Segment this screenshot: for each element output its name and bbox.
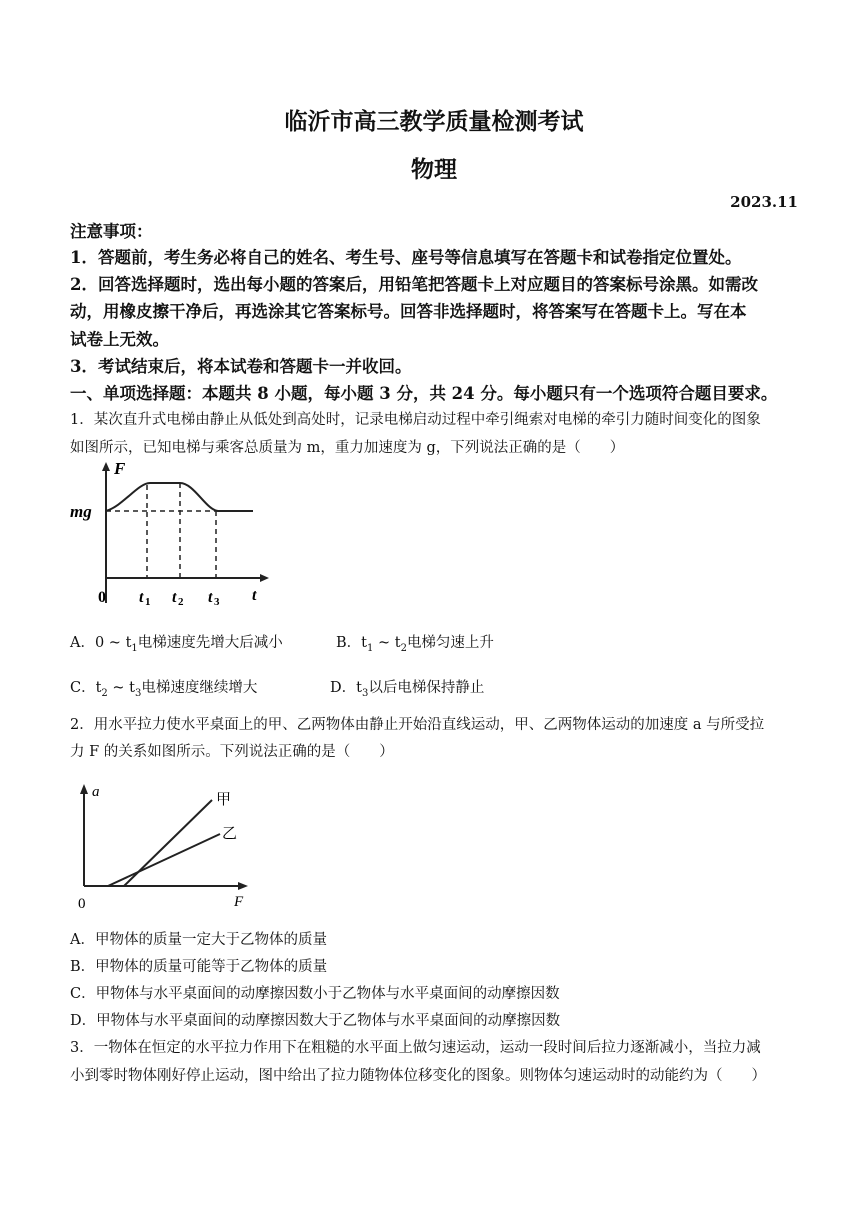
q1-option-a: A．0 ~ $t_1$电梯速度先增大后减小 [70,635,283,654]
q1-stem-line: 如图所示，已知电梯与乘客总质量为 m，重力加速度为 g，下列说法正确的是（ ） [70,440,625,456]
y-axis-arrow [80,784,88,794]
q1-stem-line: 1．某次直升式电梯由静止从低处到高处时，记录电梯启动过程中牵引绳索对电梯的牵引力随时间变化的图象 [70,412,761,428]
y-axis-label: a [92,784,100,800]
yi-label: 乙 [222,826,238,842]
x-axis-arrow [238,882,248,890]
q1-option-d: D．$t_3$以后电梯保持静止 [330,680,485,699]
t1-subscript: 1 [145,596,151,608]
origin-label: 0 [78,896,86,912]
x-axis-label: F [234,894,244,910]
yi-line [108,834,220,886]
notice-item: 3．考试结束后，将本试卷和答题卡一并收回。 [70,357,412,376]
exam-date: 2023.11 [730,193,798,211]
notice-item: 1．答题前，考生务必将自己的姓名、考生号、座号等信息填写在答题卡和试卷指定位置处。 [70,248,742,267]
q2-option-b: B．甲物体的质量可能等于乙物体的质量 [70,959,328,975]
exam-title: 临沂市高三教学质量检测考试 [284,108,584,135]
t2-label: t [172,589,177,606]
origin-label: 0 [98,589,106,606]
q2-option-a: A．甲物体的质量一定大于乙物体的质量 [70,932,327,948]
notice-heading: 注意事项： [70,222,153,241]
y-axis-label: F [114,459,126,478]
section-heading: 一、单项选择题：本题共 8 小题，每小题 3 分，共 24 分。每小题只有一个选项符合题目要求。 [70,384,778,403]
notice-item: 2．回答选择题时，选出每小题的答案后，用铅笔把答题卡上对应题目的答案标号涂黑。如需改 [70,275,758,294]
q1-option-c: C．$t_2$ ~ $t_3$电梯速度继续增大 [70,680,258,699]
q2-option-d: D．甲物体与水平桌面间的动摩擦因数大于乙物体与水平桌面间的动摩擦因数 [70,1013,561,1029]
q1-force-time-graph [68,458,278,616]
t3-subscript: 3 [214,596,220,608]
y-axis-arrow [102,462,110,471]
q2-stem-line: 力 F 的关系如图所示。下列说法正确的是（ ） [70,744,394,760]
jia-label: 甲 [216,792,232,808]
q2-stem-line: 2．用水平拉力使水平桌面上的甲、乙两物体由静止开始沿直线运动，甲、乙两物体运动的加速度 a 与所受拉 [70,717,765,733]
q1-option-b: B．$t_1$ ~ $t_2$电梯匀速上升 [336,635,494,654]
t1-label: t [139,589,144,606]
x-axis-label: t [252,587,257,604]
t2-subscript: 2 [178,596,184,608]
x-axis-arrow [260,574,269,582]
q3-stem-line: 3．一物体在恒定的水平拉力作用下在粗糙的水平面上做匀速运动，运动一段时间后拉力逐渐减小，当拉力减 [70,1040,761,1056]
q2-accel-force-graph [72,778,257,913]
t3-label: t [208,589,213,606]
q2-option-c: C．甲物体与水平桌面间的动摩擦因数小于乙物体与水平桌面间的动摩擦因数 [70,986,560,1002]
mg-label: mg [70,502,92,521]
notice-item: 试卷上无效。 [70,330,169,349]
notice-item: 动，用橡皮擦干净后，再选涂其它答案标号。回答非选择题时，将答案写在答题卡上。写在本 [70,302,747,321]
q3-stem-line: 小到零时物体刚好停止运动，图中给出了拉力随物体位移变化的图象。则物体匀速运动时的动能约为（ ） [70,1068,766,1084]
subject-title: 物理 [411,156,457,183]
